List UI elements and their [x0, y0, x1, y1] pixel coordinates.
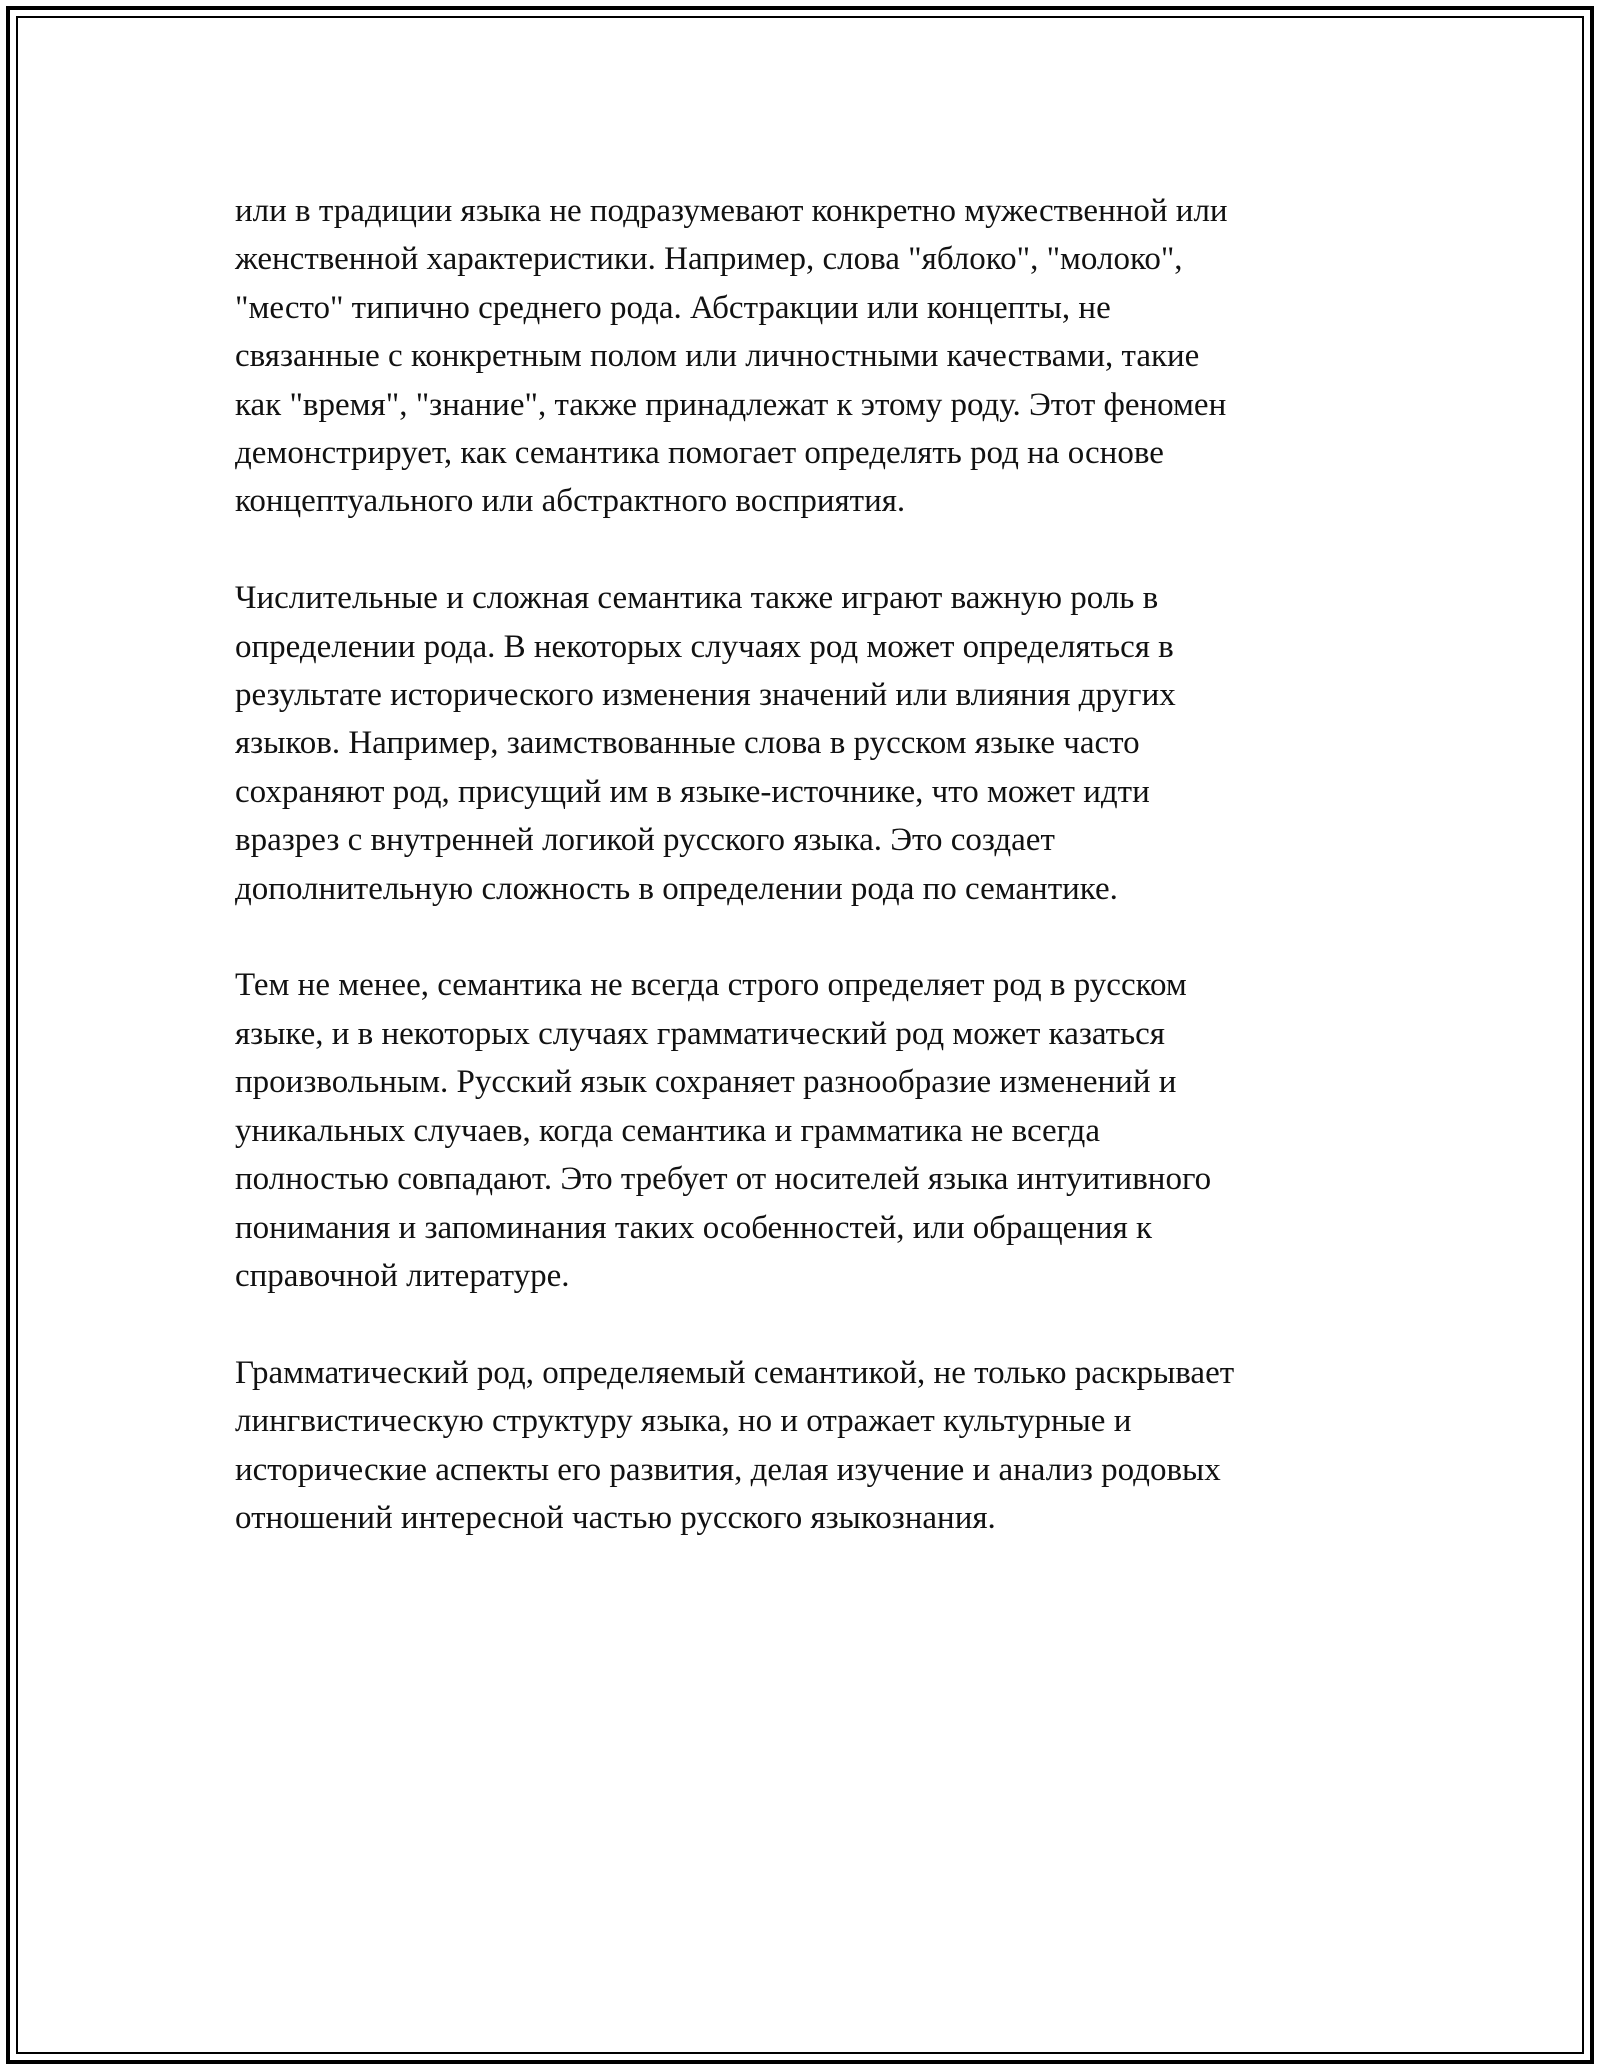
- paragraph-4: Грамматический род, определяемый семантикой, не только раскрывает лингвистическую структуру языка, но и отражает культурные и исторические аспекты его развития, делая изучение и анализ родовых отношений интересной частью русского языкознания.: [235, 1354, 1235, 1536]
- document-body: [235, 187, 1365, 1542]
- paragraph-3: Тем не менее, семантика не всегда строго определяет род в русском языке, и в некоторых случаях грамматический род может казаться произвольным. Русский язык сохраняет разнообразие изменений и уникальных случаев, когда семантика и грамматика не всегда полностью совпадают. Это требует от носителей языка интуитивного понимания и запоминания таких особенностей, или обращения к справочной литературе.: [235, 967, 1212, 1294]
- paragraph-2: Числительные и сложная семантика также играют важную роль в определении рода. В некоторых случаях род может определяться в результате исторического изменения значений или влияния других языков. Например, заимствованные слова в русском языке часто сохраняют род, присущий им в языке-источнике, что может идти вразрез с внутренней логикой русского языка. Это создает дополнительную сложность в определении рода по семантике.: [235, 580, 1176, 907]
- paragraph-1: или в традиции языка не подразумевают конкретно мужественной или женственной характеристики. Например, слова "яблоко", "молоко", "место" типично среднего рода. Абстракции или концепты, не связанные с конкретным полом или личностными качествами, такие как "время", "знание", также принадлежат к этому роду. Этот феномен демонстрирует, как семантика помогает определять род на основе концептуального или абстрактного восприятия.: [235, 193, 1228, 520]
